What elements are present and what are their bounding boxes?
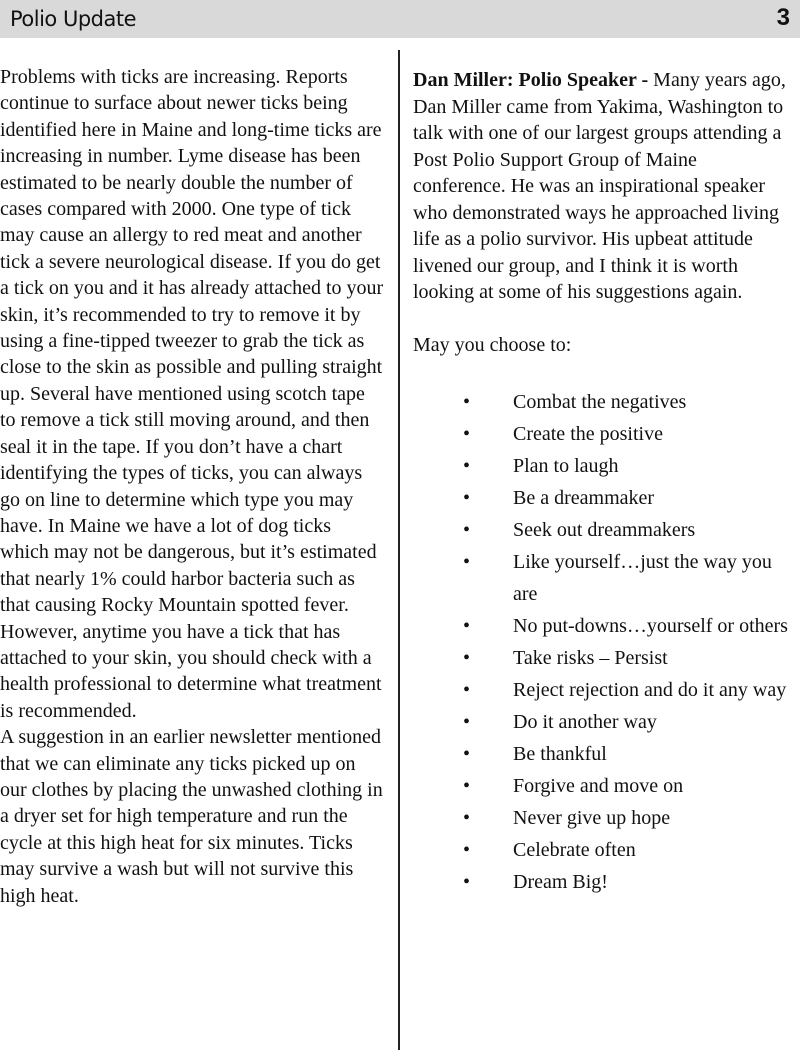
- bullet-icon: •: [463, 551, 471, 573]
- list-item: [413, 770, 793, 802]
- bullet-icon: •: [463, 615, 471, 637]
- list-item-text: Seek out dreammakers: [513, 519, 696, 541]
- bullet-icon: •: [463, 871, 471, 893]
- speaker-heading: Dan Miller: Polio Speaker -: [413, 69, 654, 91]
- list-item: [413, 482, 793, 514]
- bullet-icon: •: [463, 807, 471, 829]
- list-item-text: No put-downs…yourself or others: [513, 615, 788, 637]
- list-item: [413, 450, 793, 482]
- ticks-paragraph: Problems with ticks are increasing. Reports continue to surface about newer ticks being identified here in Maine and long-time ticks are increasing in number. Lyme disease has been estimated to be nearly double the number of cases compared with 2000. One type of tick may cause an allergy to red meat and another tick a severe neurological disease. If you do get a tick on you and it has already attached to your skin, it’s recommended to try to remove it by using a fine-tipped tweezer to grab the tick as close to the skin as possible and pulling straight up. Several have mentioned using scotch tape to remove a tick still moving around, and then seal it in the tape. If you don’t have a chart identifying the types of ticks, you can always go on line to determine which type you may have. In Maine we have a lot of dog ticks which may not be dangerous, but it’s estimated that nearly 1% could harbor bacteria such as that causing Rocky Mountain spotted fever. However, anytime you have a tick that has attached to your skin, you should check with a health professional to determine what treatment is recommended.: [0, 66, 384, 722]
- bullet-icon: •: [463, 679, 471, 701]
- list-item-text: Take risks – Persist: [513, 647, 668, 669]
- bullet-icon: •: [463, 519, 471, 541]
- list-item: [413, 386, 793, 418]
- dryer-paragraph: A suggestion in an earlier newsletter mentioned that we can eliminate any ticks picked up on our clothes by placing the unwashed clothing in a dryer set for high temperature and run the cycle at this high heat for six minutes. Ticks may survive a wash but will not survive this high heat.: [0, 726, 383, 907]
- list-item-text: Never give up hope: [513, 807, 671, 829]
- newsletter-title: Polio Update: [10, 7, 137, 31]
- list-item: [413, 546, 793, 610]
- speaker-paragraph: [413, 67, 793, 306]
- bullet-icon: •: [463, 423, 471, 445]
- list-item: [413, 706, 793, 738]
- bullet-icon: •: [463, 839, 471, 861]
- speaker-body: Many years ago, Dan Miller came from Yakima, Washington to talk with one of our largest groups attending a Post Polio Support Group of Maine conference. He was an inspirational speaker who demonstrated ways he approached living life as a polio survivor. His upbeat attitude livened our group, and I think it is worth looking at some of his suggestions again.: [413, 69, 786, 303]
- list-item-text: Plan to laugh: [513, 455, 619, 477]
- list-item-text: Forgive and move on: [513, 775, 684, 797]
- list-item: [413, 834, 793, 866]
- list-item-text: Do it another way: [513, 711, 657, 733]
- bullet-icon: •: [463, 775, 471, 797]
- list-item-text: Reject rejection and do it any way: [513, 679, 787, 701]
- bullet-icon: •: [463, 487, 471, 509]
- list-item-text: Be a dreammaker: [513, 487, 655, 509]
- page-number: 3: [776, 4, 790, 31]
- list-item: [413, 418, 793, 450]
- list-item-text: Be thankful: [513, 743, 607, 765]
- list-item: [413, 674, 793, 706]
- list-item-text: Celebrate often: [513, 839, 636, 861]
- list-item-text: Dream Big!: [513, 871, 608, 893]
- column-divider: [398, 50, 400, 1050]
- list-item-text: Create the positive: [513, 423, 663, 445]
- list-item: [413, 866, 793, 898]
- bullet-icon: •: [463, 455, 471, 477]
- list-item: [413, 610, 793, 642]
- list-item: [413, 802, 793, 834]
- page-header: [0, 0, 800, 38]
- bullet-icon: •: [463, 711, 471, 733]
- choices-list: [413, 386, 793, 898]
- list-item-text: Combat the negatives: [513, 391, 687, 413]
- list-intro: May you choose to:: [413, 333, 572, 356]
- list-item: [413, 642, 793, 674]
- bullet-icon: •: [463, 743, 471, 765]
- right-column: [413, 67, 793, 898]
- left-column: [0, 64, 384, 909]
- list-item-text: Like yourself…just the way you are: [513, 551, 772, 605]
- list-item: [413, 514, 793, 546]
- bullet-icon: •: [463, 391, 471, 413]
- list-item: [413, 738, 793, 770]
- bullet-icon: •: [463, 647, 471, 669]
